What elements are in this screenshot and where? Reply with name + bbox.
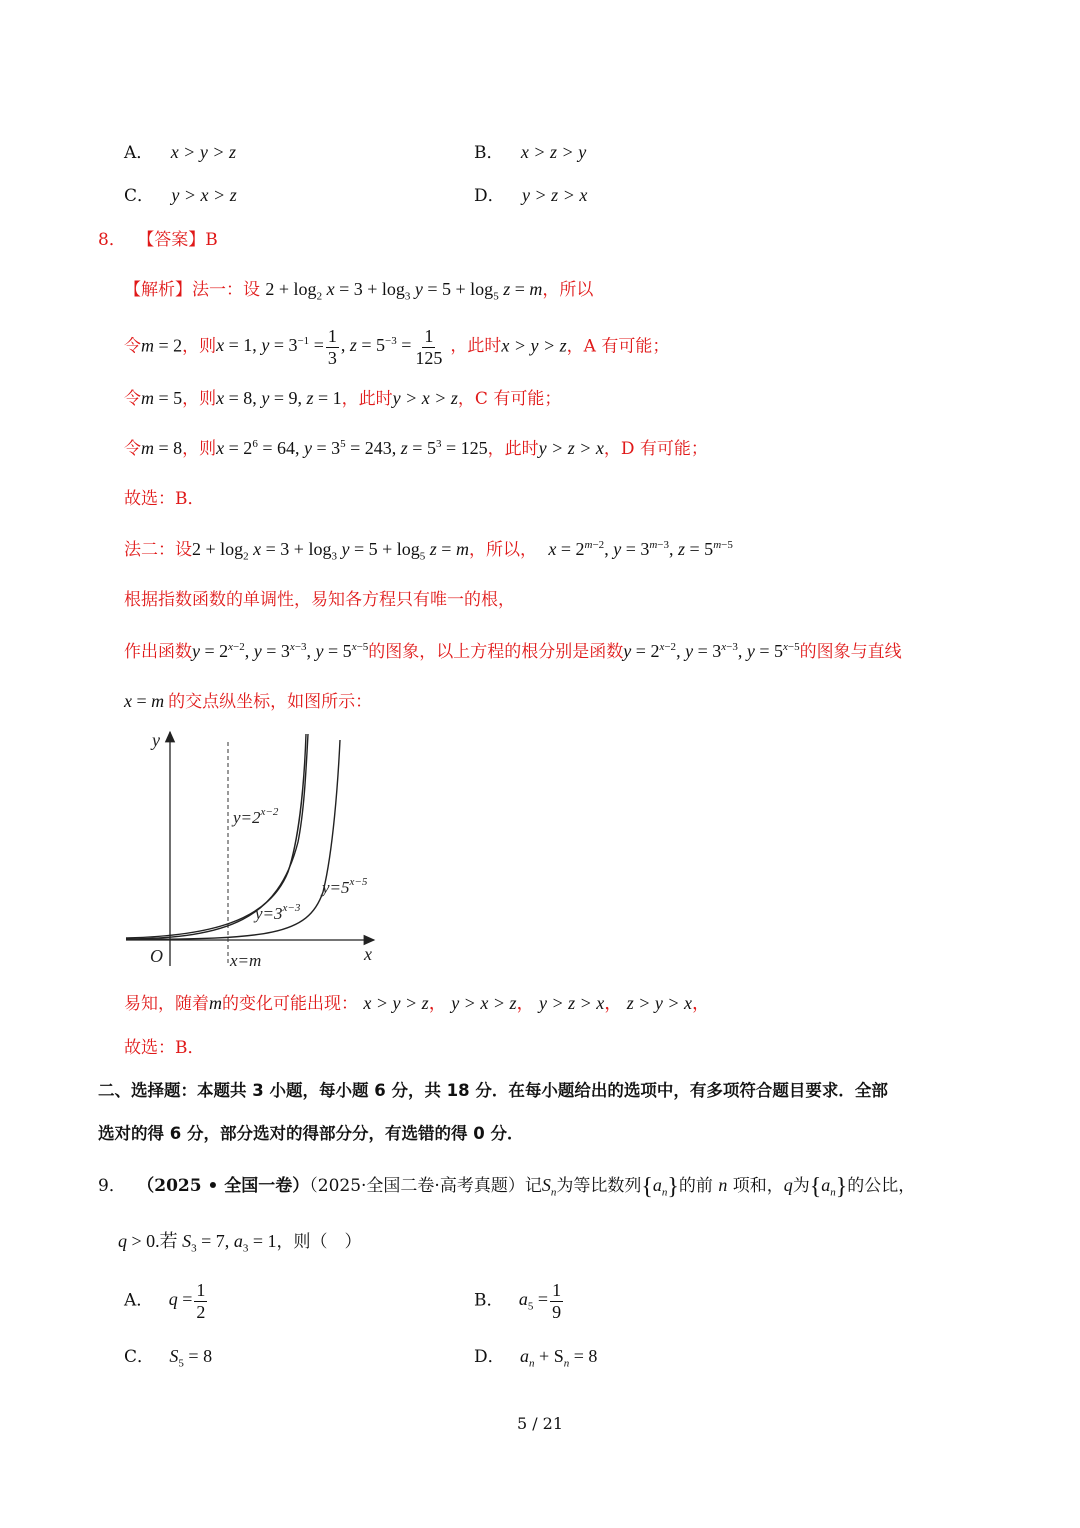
q9-option-c-math: $S_5 = 8$	[169, 1346, 213, 1370]
q8-number: 8．	[98, 230, 126, 250]
curve-5	[126, 740, 340, 940]
q9-option-b	[474, 1280, 565, 1322]
case2-lead: 令	[124, 389, 141, 409]
q9-source2: （2025·全国二卷·高考真题）	[309, 1176, 525, 1196]
q9-stem	[98, 1173, 915, 1202]
intersect-line	[124, 691, 372, 713]
q9-option-b-math: $a_5$ = $\frac{1}{9}$	[518, 1280, 562, 1322]
q9-text-a: 记	[524, 1176, 542, 1196]
q9-an-seq-2: $\{a_n\}$	[809, 1174, 848, 1200]
case-m2	[124, 326, 669, 368]
q9-option-d	[474, 1346, 597, 1368]
curve-3-base: y=3	[255, 904, 283, 923]
method1-lead: 法一：设	[192, 280, 260, 300]
curve-5-base: y=5	[322, 878, 350, 897]
q9-an-seq: $\{a_n\}$	[641, 1174, 679, 1200]
q9-n: n	[718, 1175, 728, 1195]
curve-5-label	[320, 876, 368, 897]
choose-line-2: 故选：B．	[124, 1038, 205, 1058]
q9-text-g: ，则（ ）	[276, 1232, 362, 1252]
draw-mid: 的图象，以上方程的根分别是函数	[368, 642, 624, 662]
monotone-line: 根据指数函数的单调性，易知各方程只有唯一的根，	[124, 590, 515, 610]
case1-then: ，则	[182, 336, 217, 357]
draw-line	[124, 641, 902, 663]
exponential-graph	[118, 722, 388, 974]
curve-3-label	[253, 902, 301, 923]
conclusion-lead: 易知，随着	[124, 994, 209, 1014]
case2-values: x = 8, y = 9, z = 1	[216, 388, 342, 408]
case3-lead: 令	[124, 439, 141, 459]
q9-text-f: 的公比，	[847, 1176, 916, 1196]
section2-line2: 选对的得 6 分，部分选对的得部分分，有选错的得 0 分．	[98, 1124, 524, 1143]
q9-option-b-label: B．	[474, 1290, 504, 1311]
case3-values: $x = 2^6 = 64$, $y = 3^5 = 243$, $z = 5^3 = 125$	[216, 438, 488, 458]
analysis-method2	[124, 539, 733, 561]
option-d-text: y > z > x	[522, 185, 588, 205]
q9-option-a-label: A．	[124, 1290, 154, 1311]
choose-line: 故选：B．	[124, 489, 205, 509]
q9-option-c-label: C．	[124, 1347, 155, 1367]
q9-number: 9．	[98, 1176, 126, 1196]
option-b-text: x > z > y	[520, 142, 587, 162]
case2-m: m = 5	[141, 388, 183, 408]
curve-2-base: y=2	[233, 808, 261, 827]
x-axis-label: x	[364, 944, 372, 964]
q9-text-c: 的前	[678, 1176, 713, 1196]
line-label: x=m	[230, 951, 262, 970]
curve-3-exp: x−3	[282, 902, 301, 914]
case-m5	[124, 388, 561, 410]
case1-now: ，此时	[450, 336, 502, 357]
q9-text-d: 项和，	[732, 1176, 784, 1196]
q9-option-a-math: q = $\frac{1}{2}$	[168, 1280, 206, 1322]
case3-then: ，则	[182, 439, 217, 459]
y-axis-label: y	[152, 730, 160, 750]
case3-now: ，此时	[487, 439, 539, 459]
case1-values: x = 1, $y = 3^{-1}$ = $\frac{1}{3}$ , $z = 5^{-3}$ = $\frac{1}{125}$	[216, 326, 443, 368]
q9-text-e: 为	[792, 1176, 810, 1196]
q9-text-b: 为等比数列	[556, 1176, 642, 1196]
case2-order: y > x > z	[392, 388, 458, 408]
case-m8	[124, 438, 708, 460]
method2-equation: $2 + \log_2 x = 3 + \log_3 y = 5 + \log_5 z = m$	[192, 539, 469, 563]
method1-equation: $2 + \log_2 x = 3 + \log_3 y = 5 + \log_5 z = m$	[265, 279, 543, 303]
q8-answer	[98, 230, 218, 250]
q9-source: （2025 • 全国一卷）	[137, 1176, 310, 1196]
conclusion-line	[124, 993, 710, 1015]
method1-tail: ，所以	[542, 280, 594, 300]
case2-then: ，则	[182, 389, 217, 409]
intersect-text: 的交点纵坐标，如图所示：	[168, 692, 373, 712]
answer-tag: 【答案】	[137, 230, 206, 250]
option-b	[474, 142, 586, 164]
curve-2-label	[231, 806, 279, 827]
draw-lead: 作出函数	[124, 642, 192, 662]
option-c	[124, 185, 237, 207]
case3-order: y > z > x	[538, 438, 604, 458]
q9-option-d-math: $a_n + S_n = 8$	[520, 1346, 598, 1370]
option-a	[124, 142, 236, 164]
analysis-method1	[124, 279, 593, 301]
option-a-text: x > y > z	[170, 142, 236, 162]
option-c-label: C．	[124, 186, 155, 206]
case1-result: ，A 有可能；	[566, 336, 670, 357]
case3-result: ，D 有可能；	[603, 439, 708, 459]
curve-5-exp: x−5	[349, 876, 368, 888]
curve-2-exp: x−2	[260, 806, 279, 818]
q9-stem-2	[118, 1231, 361, 1253]
case3-m: m = 8	[141, 438, 183, 458]
method2-so: ，所以，	[468, 540, 537, 560]
conclusion-m: m	[209, 993, 222, 1013]
case2-now: ，此时	[341, 389, 393, 409]
line-x-m: x = m	[124, 691, 165, 711]
option-c-text: y > x > z	[171, 185, 237, 205]
q9-q: q	[783, 1175, 793, 1195]
q9-conditions: q > 0.若 $S_3 = 7$, $a_3 = 1$	[118, 1231, 277, 1255]
q9-option-d-label: D．	[474, 1347, 505, 1367]
draw-tail: 的图象与直线	[799, 642, 902, 662]
conclusion-mid: 的变化可能出现：	[222, 994, 358, 1014]
method2-roots: $x = 2^{m-2}$, $y = 3^{m-3}$, $z = 5^{m-5}$	[548, 539, 733, 559]
case1-lead: 令	[124, 336, 141, 357]
draw-functions-2: $y = 2^{x-2}$, $y = 3^{x-3}$, $y = 5^{x-5}$	[623, 641, 800, 661]
q9-sn: $S_n$	[541, 1175, 557, 1199]
option-d-label: D．	[474, 186, 505, 206]
case1-m: m = 2	[141, 335, 183, 356]
answer-value: B	[205, 230, 218, 250]
option-a-label: A．	[124, 143, 154, 163]
section2-line1: 二、选择题：本题共 3 小题，每小题 6 分，共 18 分．在每小题给出的选项中，有多项符合题目要求．全部	[98, 1081, 888, 1100]
draw-functions: $y = 2^{x-2}$, $y = 3^{x-3}$, $y = 5^{x-5}$	[192, 641, 369, 661]
conclusion-orders: x > y > z， y > x > z， y > z > x， z > y > x，	[363, 993, 711, 1013]
case1-order: x > y > z	[501, 335, 567, 356]
option-d	[474, 185, 587, 207]
q9-option-c	[124, 1346, 212, 1368]
method2-lead: 法二：设	[124, 540, 192, 560]
q9-option-a	[124, 1280, 209, 1322]
option-b-label: B．	[474, 143, 504, 163]
analysis-tag: 【解析】	[124, 280, 192, 300]
case2-result: ，C 有可能；	[457, 389, 562, 409]
origin-label: O	[150, 946, 163, 966]
page-number: 5 / 21	[516, 1414, 564, 1433]
